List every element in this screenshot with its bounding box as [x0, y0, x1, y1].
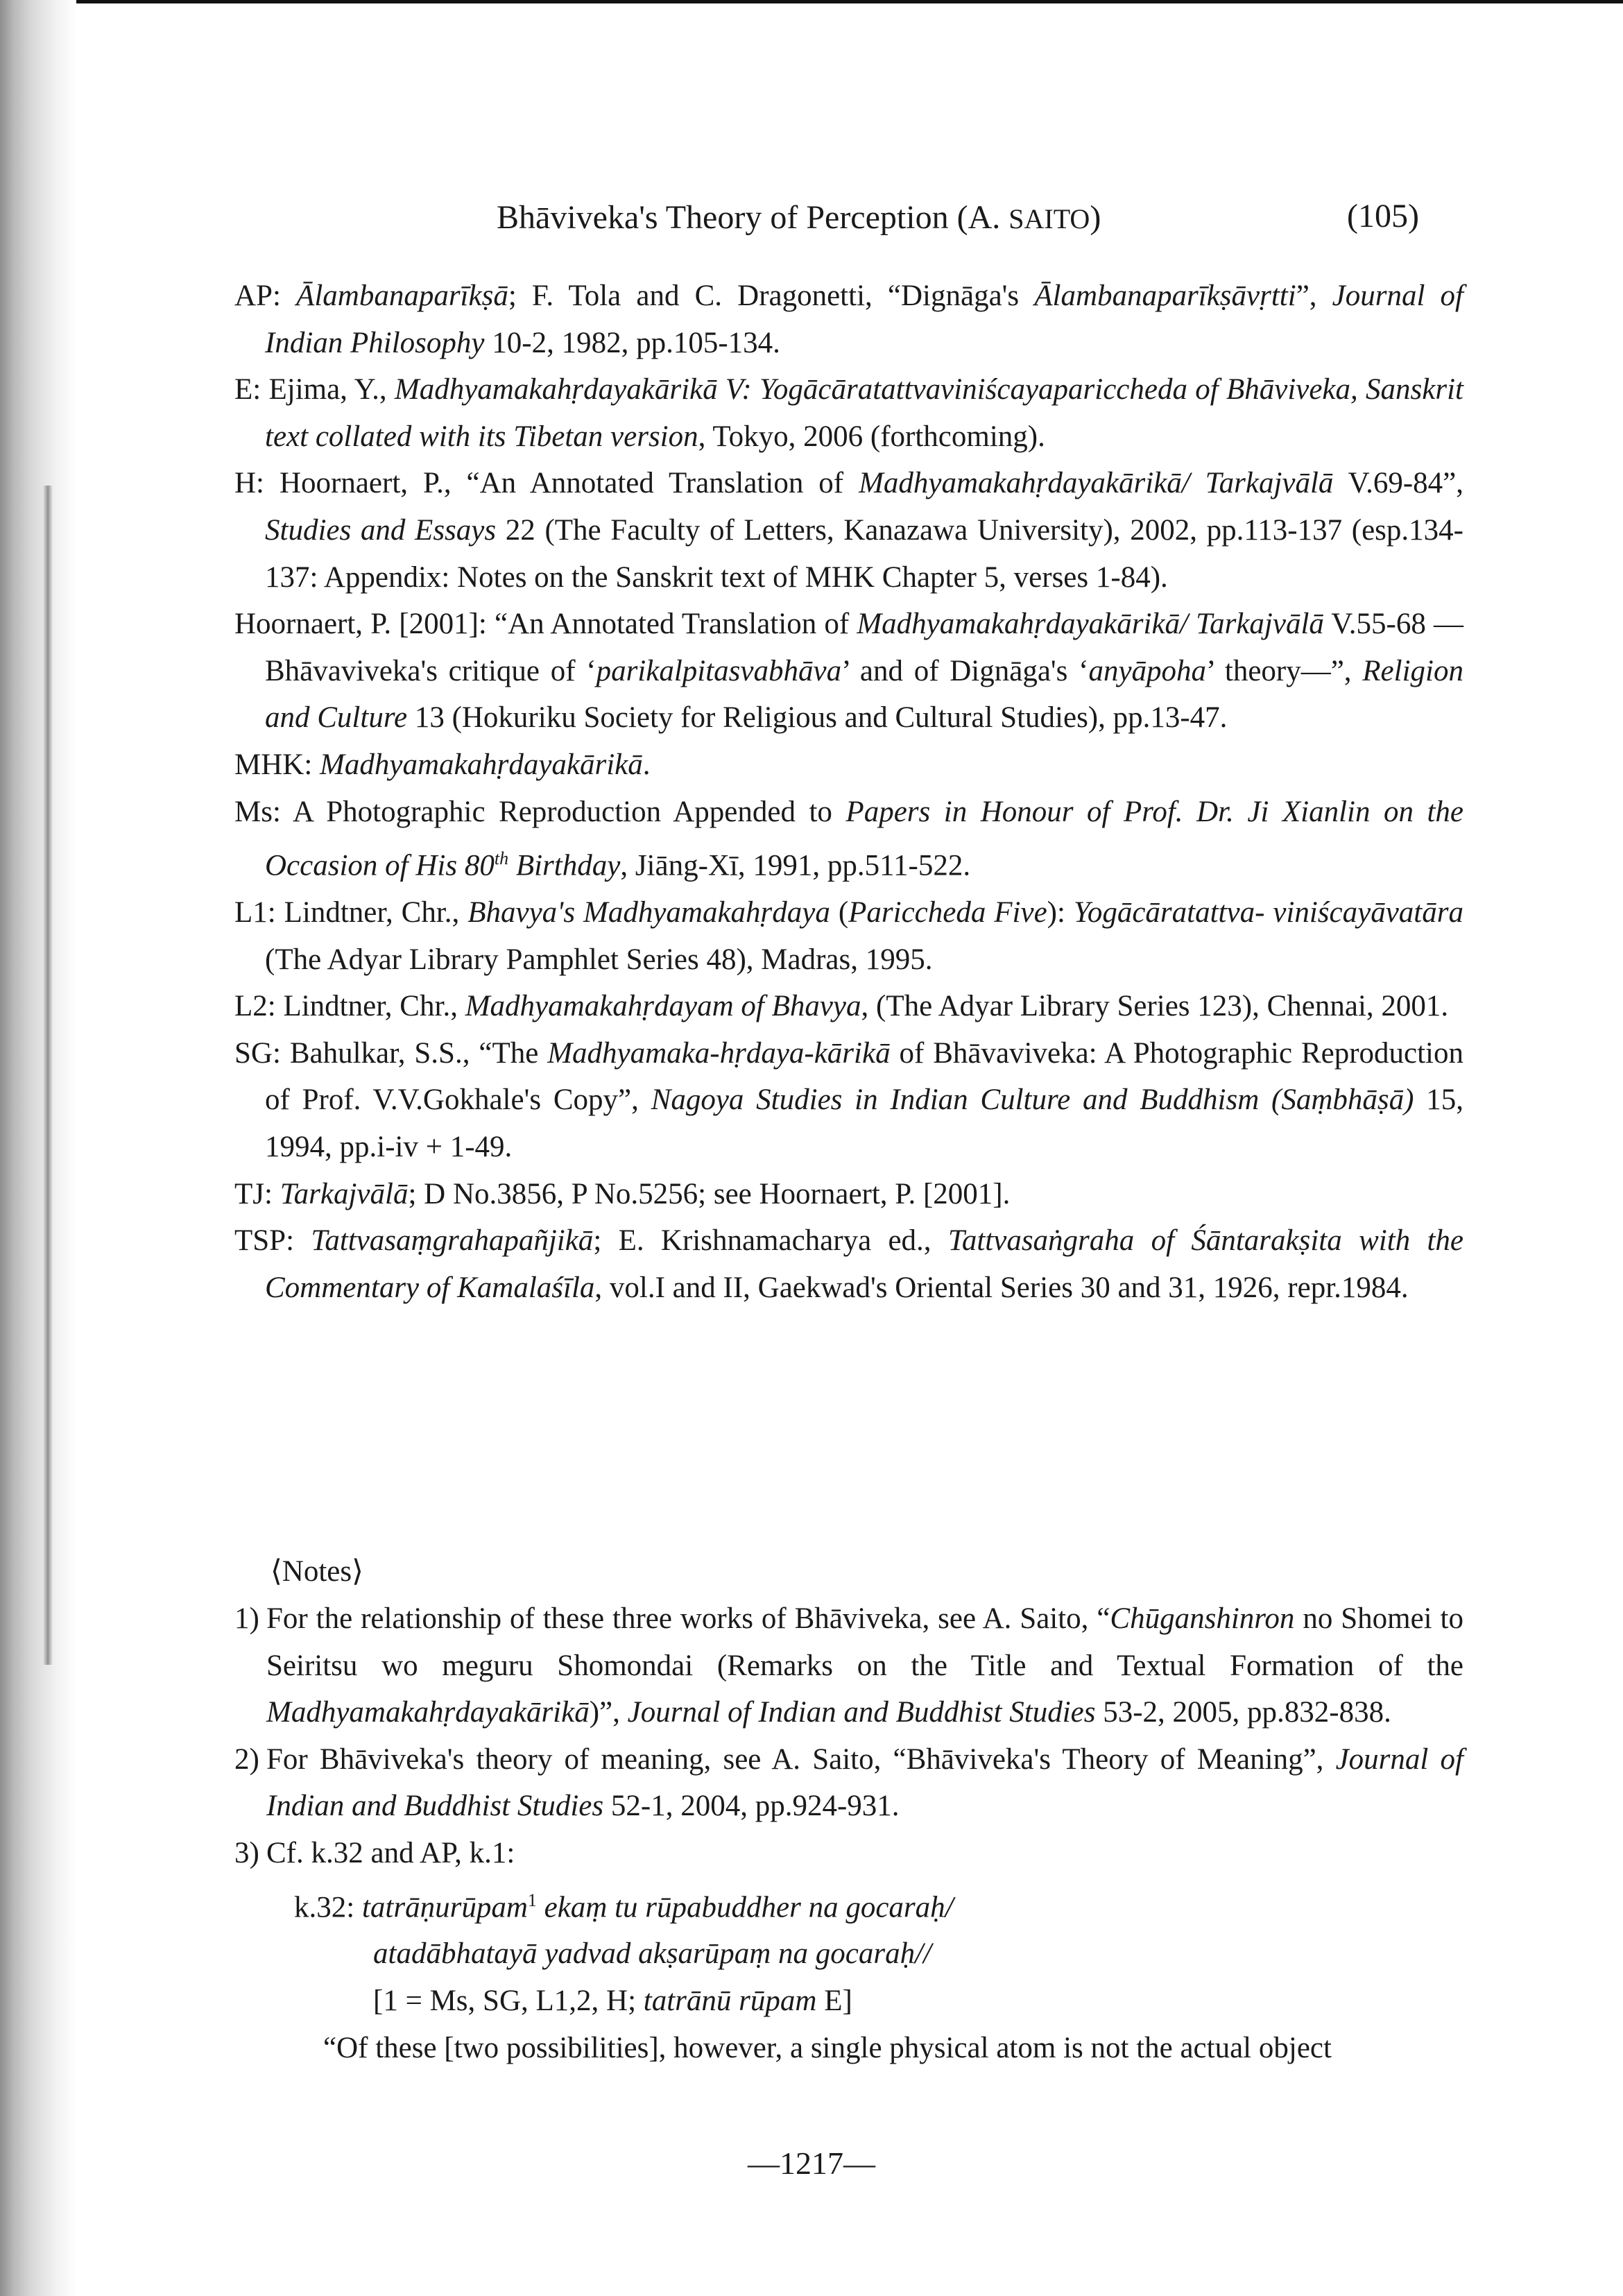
running-head-author: SAITO [1008, 203, 1090, 234]
note-number: 3) [234, 1836, 259, 1869]
reference-mhk: MHK: Madhyamakahṛdayakārikā. [234, 748, 651, 781]
variant-readings: [1 = Ms, SG, L1,2, H; tatrānū rūpam E] [373, 1985, 852, 2018]
reference-l2: L2: Lindtner, Chr., Madhyamakahṛdayam of Bhavya, (The Adyar Library Series 123), Chennai, 2001. [234, 990, 1449, 1023]
note-2: 2) For Bhāviveka's theory of meaning, see A. Saito, “Bhāviveka's Theory of Meaning”, Journal of Indian and Buddhist Studies 52-1, 2004, pp.924-931. [234, 1736, 1463, 1830]
notes-heading: ⟨Notes⟩ [270, 1555, 363, 1588]
running-head-title: Bhāviveka's Theory of Perception [497, 199, 949, 236]
verse-translation: “Of these [two possibilities], however, a single physical atom is not the actual object [323, 2031, 1332, 2064]
notes-list [234, 1595, 1463, 2071]
reference-tj: TJ: Tarkajvālā; D No.3856, P No.5256; see Hoornaert, P. [2001]. [234, 1177, 1011, 1210]
scan-binding-shadow [0, 0, 76, 2296]
reference-ms: Ms: A Photographic Reproduction Appended to Papers in Honour of Prof. Dr. Ji Xianlin on the Occasion of His 80th Birthday, Jiāng-Xī, 1991, pp.511-522. [234, 795, 1464, 882]
page-number-top: (105) [1347, 198, 1419, 234]
reference-e: E: Ejima, Y., Madhyamakahṛdayakārikā V: Yogācāratattvaviniścayapariccheda of Bhāviveka, Sanskrit text collated with its Tibetan version, Tokyo, 2006 (forthcoming). [234, 373, 1463, 453]
note-number: 2) [234, 1742, 259, 1776]
verse-line-2: atadābhatayā yadvad akṣarūpaṃ na gocaraḥ// [373, 1937, 931, 1971]
scan-binding-edge [43, 486, 53, 1665]
note-3: 3) Cf. k.32 and AP, k.1: [234, 1830, 1463, 1877]
verse-line-1: k.32: tatrāṇurūpam$^1$ ekaṃ tu rūpabuddher na gocaraḥ/ [294, 1890, 954, 1924]
note-1: 1) For the relationship of these three works of Bhāviveka, see A. Saito, “Chūganshinron no Shomei to Seiritsu wo meguru Shomondai (Remarks on the Title and Textual Formation of the Madhyamakahṛdayakārikā)”, Journal of Indian and Buddhist Studies 53-2, 2005, pp.832-838. [234, 1595, 1463, 1736]
reference-sg: SG: Bahulkar, S.S., “The Madhyamaka-hṛdaya-kārikā of Bhāvaviveka: A Photographic Reproduction of Prof. V.V.Gokhale's Copy”, Nagoya Studies in Indian Culture and Buddhism (Saṃbhāṣā) 15, 1994, pp.i-iv + 1-49. [234, 1036, 1464, 1164]
reference-hoornaert-2001: Hoornaert, P. [2001]: “An Annotated Translation of Madhyamakahṛdayakārikā/ Tarkajvālā V.55-68 —Bhāvaviveka's critique of ‘parikalpitasvabhāva’ and of Dignāga's ‘anyāpoha’ theory—”, Religion and Culture 13 (Hokuriku Society for Religious and Cultural Studies), pp.13-47. [234, 608, 1463, 735]
reference-l1: L1: Lindtner, Chr., Bhavya's Madhyamakahṛdaya (Pariccheda Five): Yogācāratattva- viniścayāvatāra (The Adyar Library Pamphlet Series 48), Madras, 1995. [234, 896, 1463, 976]
reference-list [234, 273, 1463, 1311]
reference-ap: AP: Ālambanaparīkṣā; F. Tola and C. Dragonetti, “Dignāga's Ālambanaparīkṣāvṛtti”, Journal of Indian Philosophy 10-2, 1982, pp.105-134. [234, 280, 1464, 359]
note-number: 1) [234, 1602, 259, 1635]
top-border-line [0, 0, 1623, 3]
page-number-bottom: —1217— [748, 2145, 875, 2181]
running-head: Bhāviveka's Theory of Perception (A. SAITO) [497, 199, 1101, 236]
reference-h: H: Hoornaert, P., “An Annotated Translation of Madhyamakahṛdayakārikā/ Tarkajvālā V.69-84”, Studies and Essays 22 (The Faculty of Letters, Kanazawa University), 2002, pp.113-137 (esp.134-137: Appendix: Notes on the Sanskrit text of MHK Chapter 5, verses 1-84). [234, 467, 1464, 594]
reference-tsp: TSP: Tattvasaṃgrahapañjikā; E. Krishnamacharya ed., Tattvasaṅgraha of Śāntarakṣita with the Commentary of Kamalaśīla, vol.I and II, Gaekwad's Oriental Series 30 and 31, 1926, repr.1984. [234, 1224, 1463, 1304]
